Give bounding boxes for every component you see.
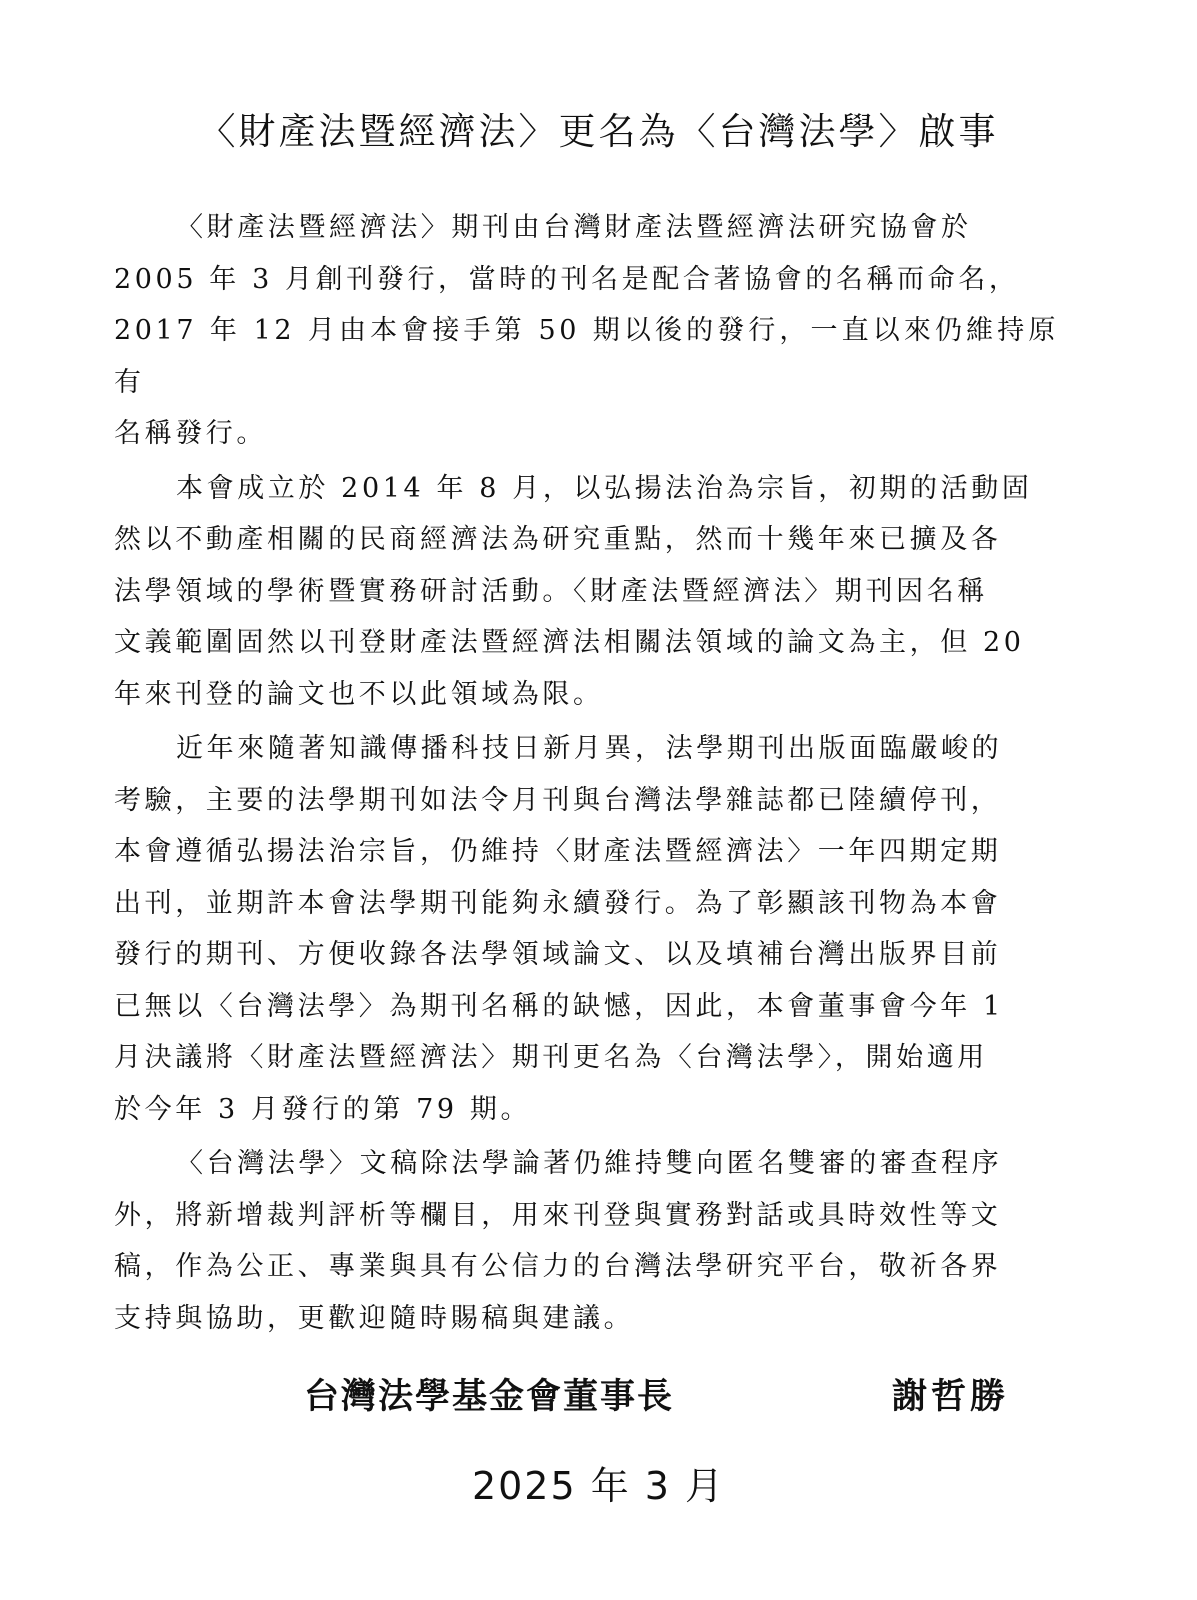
paragraph-4: 〈台灣法學〉文稿除法學論著仍維持雙向匿名雙審的審查程序 外，將新增裁判評析等欄目，用來刊登與實務對話或具時效性等文 稿，作為公正、專業與具有公信力的台灣法學研究平台，敬祈各界 支持與協助，更歡迎隨時賜稿與建議。 bbox=[114, 1148, 1003, 1334]
paragraph-1: 〈財產法暨經濟法〉期刊由台灣財產法暨經濟法研究協會於 2005 年 3 月創刊發行，當時的刊名是配合著協會的名稱而命名， 2017 年 12 月由本會接手第 50 期以後的發行，一直以來仍維持原有 名稱發行。 bbox=[114, 212, 1059, 449]
announcement-date: 2025 年 3 月 bbox=[471, 1464, 726, 1508]
signature-name: 謝哲勝 bbox=[892, 1376, 1010, 1417]
announcement-body bbox=[114, 202, 1059, 1344]
signature-block bbox=[304, 1367, 1064, 1427]
paragraph-3: 近年來隨著知識傳播科技日新月異，法學期刊出版面臨嚴峻的 考驗，主要的法學期刊如法令月刊與台灣法學雜誌都已陸續停刊， 本會遵循弘揚法治宗旨，仍維持〈財產法暨經濟法〉一年四期定期 出刊，並期許本會法學期刊能夠永續發行。為了彰顯該刊物為本會 發行的期刊、方便收錄各法學領域論文、以及填補台灣出版界目前 已無以〈台灣法學〉為期刊名稱的缺憾，因此，本會董事會今年 1 月決議將〈財產法暨經濟法〉期刊更名為〈台灣法學〉，開始適用 於今年 3 月發行的第 79 期。 bbox=[114, 733, 1004, 1125]
announcement-title: 〈財產法暨經濟法〉更名為〈台灣法學〉啟事 bbox=[198, 110, 999, 153]
paragraph-2: 本會成立於 2014 年 8 月，以弘揚法治為宗旨，初期的活動固 然以不動產相關的民商經濟法為研究重點，然而十幾年來已擴及各 法學領域的學術暨實務研討活動。〈財產法暨經濟法〉期刊因名稱 文義範圍固然以刊登財產法暨經濟法相關法領域的論文為主，但 20 年來刊登的論文也不以此領域為限。 bbox=[114, 472, 1033, 710]
signature-organization: 台灣法學基金會董事長 bbox=[304, 1376, 675, 1417]
